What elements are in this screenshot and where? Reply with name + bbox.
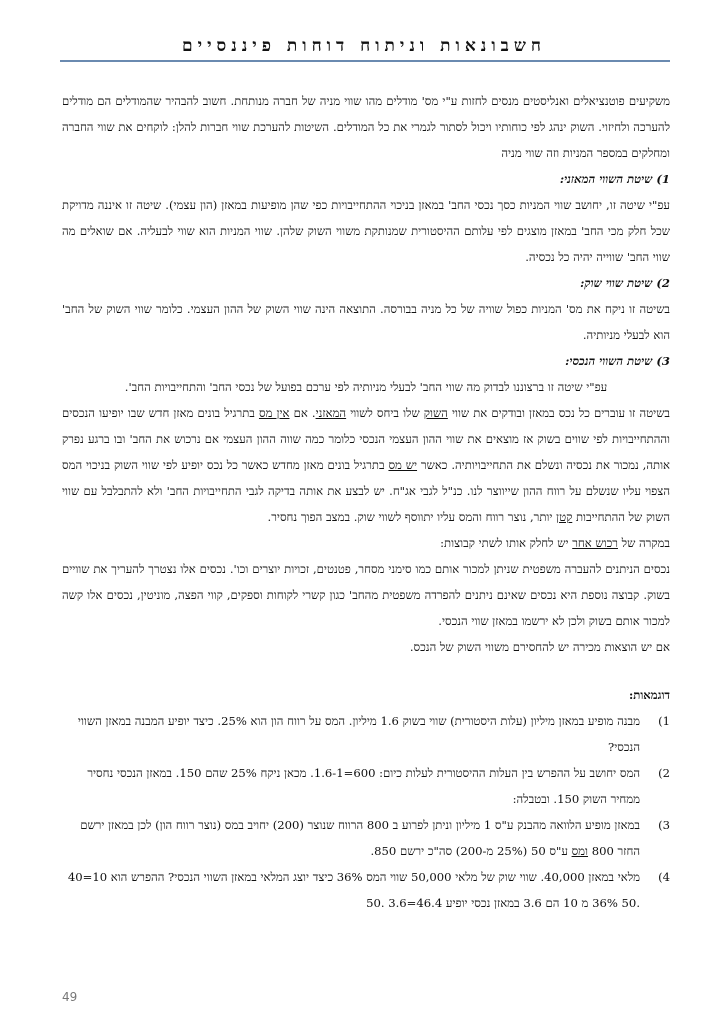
text-run: ע"ס 50 (25% מ-200) סה"כ ירשם 850.	[370, 844, 572, 858]
main-content	[62, 88, 670, 916]
page-number: 49	[62, 990, 78, 1004]
text-run: יותר, נוצר רווח והמס עליו יתווסף לשווי שוק. במצב הפוך נחסיר.	[267, 510, 557, 524]
example-text: המס יחושב על ההפרש בין העלות ההיסטורית לעלות כיום: 600=1.6-1. מכאן ניקח 25% שהם 150. במאזן הנכסי נחסיר ממחיר השוק 150. ובטבלה:	[87, 766, 640, 806]
underlined-term: אין מס	[258, 406, 290, 420]
example-3	[62, 812, 670, 864]
example-number: 4)	[658, 870, 670, 884]
underlined-term: רכוש אחר	[572, 536, 618, 550]
other-assets-line	[62, 530, 670, 556]
selling-expenses-text: אם יש הוצאות מכירה יש להחסירם משווי השוק של הנכס.	[409, 640, 670, 654]
text-run: בתרגיל בונים מאזן מחדש כאשר כל נכס יופיע לפי שווי השוק בניכוי המס הצפוי עליו שנשלם על רווח ההון שייווצר לנו. כנ"ל לגבי אג"ח. יש לבצע את אותה בדיקה לגבי התחייבויות החב' ולא להתבלבל עם שווי השוק של ההתחייבות	[62, 458, 670, 524]
page-title: חשבונאות וניתוח דוחות פיננסיים	[182, 36, 546, 56]
underlined-term: יש מס	[388, 458, 418, 472]
example-4	[62, 864, 670, 916]
example-text: מבנה מופיע במאזן מיליון (עלות היסטורית) שווי בשוק 1.6 מיליון. המס על רווח הון הוא 25%. כיצד יופיע המבנה במאזן השווי הנכסי?	[77, 714, 640, 754]
text-run: שלו ביחס לשווי	[346, 406, 424, 420]
example-text	[62, 812, 640, 864]
underlined-term: ומס	[571, 844, 589, 858]
title-divider	[60, 60, 670, 62]
example-number: 1)	[658, 714, 670, 728]
example-1	[62, 708, 670, 760]
text-run: . אם	[289, 406, 316, 420]
other-assets-text: נכסים הניתנים להעברה משפטית שניתן למכור אותם כמו סימני מסחר, פטנטים, זכויות יוצרים וכו'. נכסים אלו נצטרך להעריך את שוויים בשוק. קבוצה נוספת היא נכסים שאינם ניתנים להפרדה משפטית מהחב' כגון קשרי לקוחות וספקים, קווי הפצה, מוניטין, נכסים אלו קשה למכור אותם בשוק ולכן לא ירשמו במאזן שווי הנכסי.	[62, 562, 670, 628]
text-run: במקרה של	[617, 536, 670, 550]
text-run: בשיטה זו עוברים כל נכס במאזן ובודקים את שווי	[447, 406, 671, 420]
intro-paragraph: משקיעים פוטנציאלים ואנליסטים מנסים לחזות ע"י מס' מודלים מהו שווי מניה של חברה מנותחת. חשוב להבהיר שהמודלים הם מודלים להערכה ולחיזוי. השוק ינהג לפי כוחותיו ויכול לסתור לגמרי את כל המודלים. השיטות להערכת שווי חברות להלן: לוקחים את שווי החברה ומחלקים במספר המניות וזה שווי מניה	[62, 94, 670, 160]
underlined-term: המאזני	[315, 406, 347, 420]
example-number: 3)	[658, 818, 670, 832]
underlined-term: השוק	[423, 406, 448, 420]
text-run: יש לחלק אותו לשתי קבוצות:	[440, 536, 573, 550]
text-run: במאזן מופיע הלוואה מהבנק ע"ס 1 מיליון וניתן לפרוע ב 800 הרווח שנוצר (200) יחויב במס (נוצר רווח הון) לכן במאזן ירשם החזר 800	[80, 818, 640, 858]
method-1-heading: 1) שיטת השווי המאזני:	[559, 172, 670, 186]
method-3-text	[62, 400, 670, 530]
example-text: מלאי במאזן 40,000. שווי שוק של מלאי 50,000 שווי המס 36% כיצד יוצג המלאי במאזן השווי הנכסי? ההפרש הוא 10=40 .50 36% מ 10 הם 3.6 במאזן נכסי יופיע 46.4=3.6 .50	[67, 870, 640, 910]
method-2-heading: 2) שיטת שווי שוק:	[580, 276, 670, 290]
text-run: בתרגיל בונים מאזן חדש שבו יופיעו הנכסים וההתחייבויות לפי שווים בשוק אז מוצאים את שווי ההון העצמי הנכסי כלומר כמה שווה ההון העצמי אם נרכוש את החב' ובו ברגע נפרק אותה, נמכור את נכסיה ונשלם את התחייבויותיה. כאשר	[62, 406, 670, 472]
method-2-text: בשיטה זו ניקח את מס' המניות כפול שוויה של כל מניה בבורסה. התוצאה הינה שווי השוק של ההון העצמי. כלומר שווי השוק של החב' הוא לבעלי מניותיה.	[62, 302, 670, 342]
example-2	[62, 760, 670, 812]
spacer	[62, 660, 670, 682]
method-1-text: עפ"י שיטה זו, יחושב שווי המניות כסך נכסי החב' במאזן בניכוי ההתחייבויות כפי שהן מופיעות במאזן (הון עצמי). שיטה זו איננה מדויקת שכל חלק מכי החב' במאזן מוצגים לפי עלותם ההיסטורית שמנותקת משווי השוק שלהן. שווי המניות הוא שווי לבעליה. אם שואלים מה שווי החב' שווייה יהיה כל נכסיה.	[62, 198, 670, 264]
method-3-intro: עפ"י שיטה זו ברצוננו לבדוק מה שווי החב' לבעלי מניותיה לפי ערכם בפועל של נכסי החב' והתחייבויות החב'.	[124, 380, 608, 394]
examples-heading: דוגמאות:	[628, 688, 670, 702]
method-3-heading: 3) שיטת השווי הנכסי:	[565, 354, 670, 368]
example-number: 2)	[658, 766, 670, 780]
underlined-term: קטן	[556, 510, 573, 524]
